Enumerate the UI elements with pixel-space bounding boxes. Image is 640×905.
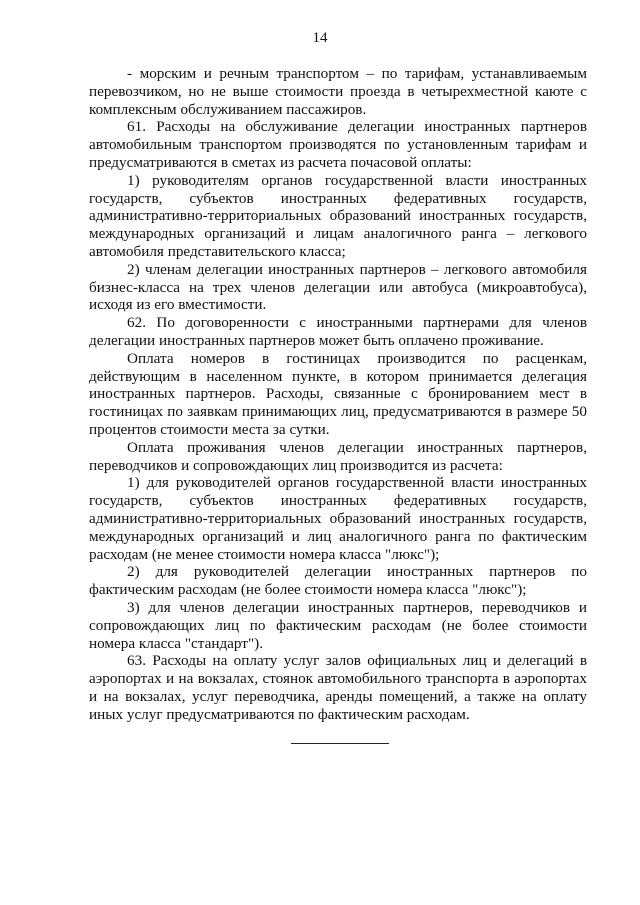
page-number: 14 <box>312 30 328 46</box>
paragraph-item-63: 63. Расходы на оплату услуг залов официальных лиц и делегаций в аэропортах и на вокзалах, стоянок автомобильного транспорта в аэропортах и на вокзалах, услуг переводчика, аренды помещений, а также на оплату иных услуг предусматриваются по фактическим расходам. <box>89 652 587 723</box>
paragraph-sea-river-transport: - морским и речным транспортом – по тарифам, устанавливаемым перевозчиком, но не выше стоимости проезда в четырехместной каюте с комплексным обслуживанием пассажиров. <box>89 65 587 118</box>
paragraph-item-61-sub-1: 1) руководителям органов государственной власти иностранных государств, субъектов иностранных федеративных государств, административно-территориальных образований иностранных государств, международных организаций и лицам аналогичного ранга – легкового автомобиля представительского класса; <box>89 171 587 260</box>
paragraph-item-61-sub-2: 2) членам делегации иностранных партнеров – легкового автомобиля бизнес-класса на трех членов делегации или автобуса (микроавтобуса), исходя из его вместимости. <box>89 260 587 314</box>
paragraph-accommodation-sub-1: 1) для руководителей органов государственной власти иностранных государств, субъектов иностранных федеративных государств, административно-территориальных образований иностранных государств, международных организаций и лиц аналогичного ранга по фактическим расходам (не менее стоимости номера класса "люкс"); <box>89 474 587 563</box>
end-divider <box>291 743 389 744</box>
paragraph-accommodation-sub-3: 3) для членов делегации иностранных партнеров, переводчиков и сопровождающих лиц по фактическим расходам (не более стоимости номера класса "стандарт"). <box>89 598 587 652</box>
paragraph-item-61: 61. Расходы на обслуживание делегации иностранных партнеров автомобильным транспортом производятся по установленным тарифам и предусматриваются в сметах из расчета почасовой оплаты: <box>89 118 587 171</box>
paragraph-item-62: 62. По договоренности с иностранными партнерами для членов делегации иностранных партнеров может быть оплачено проживание. <box>89 314 587 349</box>
paragraph-hotel-payment: Оплата номеров в гостиницах производится по расценкам, действующим в населенном пункте, в котором принимается делегация иностранных партнеров. Расходы, связанные с бронированием мест в гостиницах по заявкам принимающих лиц, предусматриваются в размере 50 процентов стоимости места за сутки. <box>89 349 587 438</box>
document-body <box>89 65 587 723</box>
paragraph-accommodation-payment: Оплата проживания членов делегации иностранных партнеров, переводчиков и сопровождающих лиц производится из расчета: <box>89 438 587 474</box>
paragraph-accommodation-sub-2: 2) для руководителей делегации иностранных партнеров по фактическим расходам (не более стоимости номера класса "люкс"); <box>89 563 587 599</box>
